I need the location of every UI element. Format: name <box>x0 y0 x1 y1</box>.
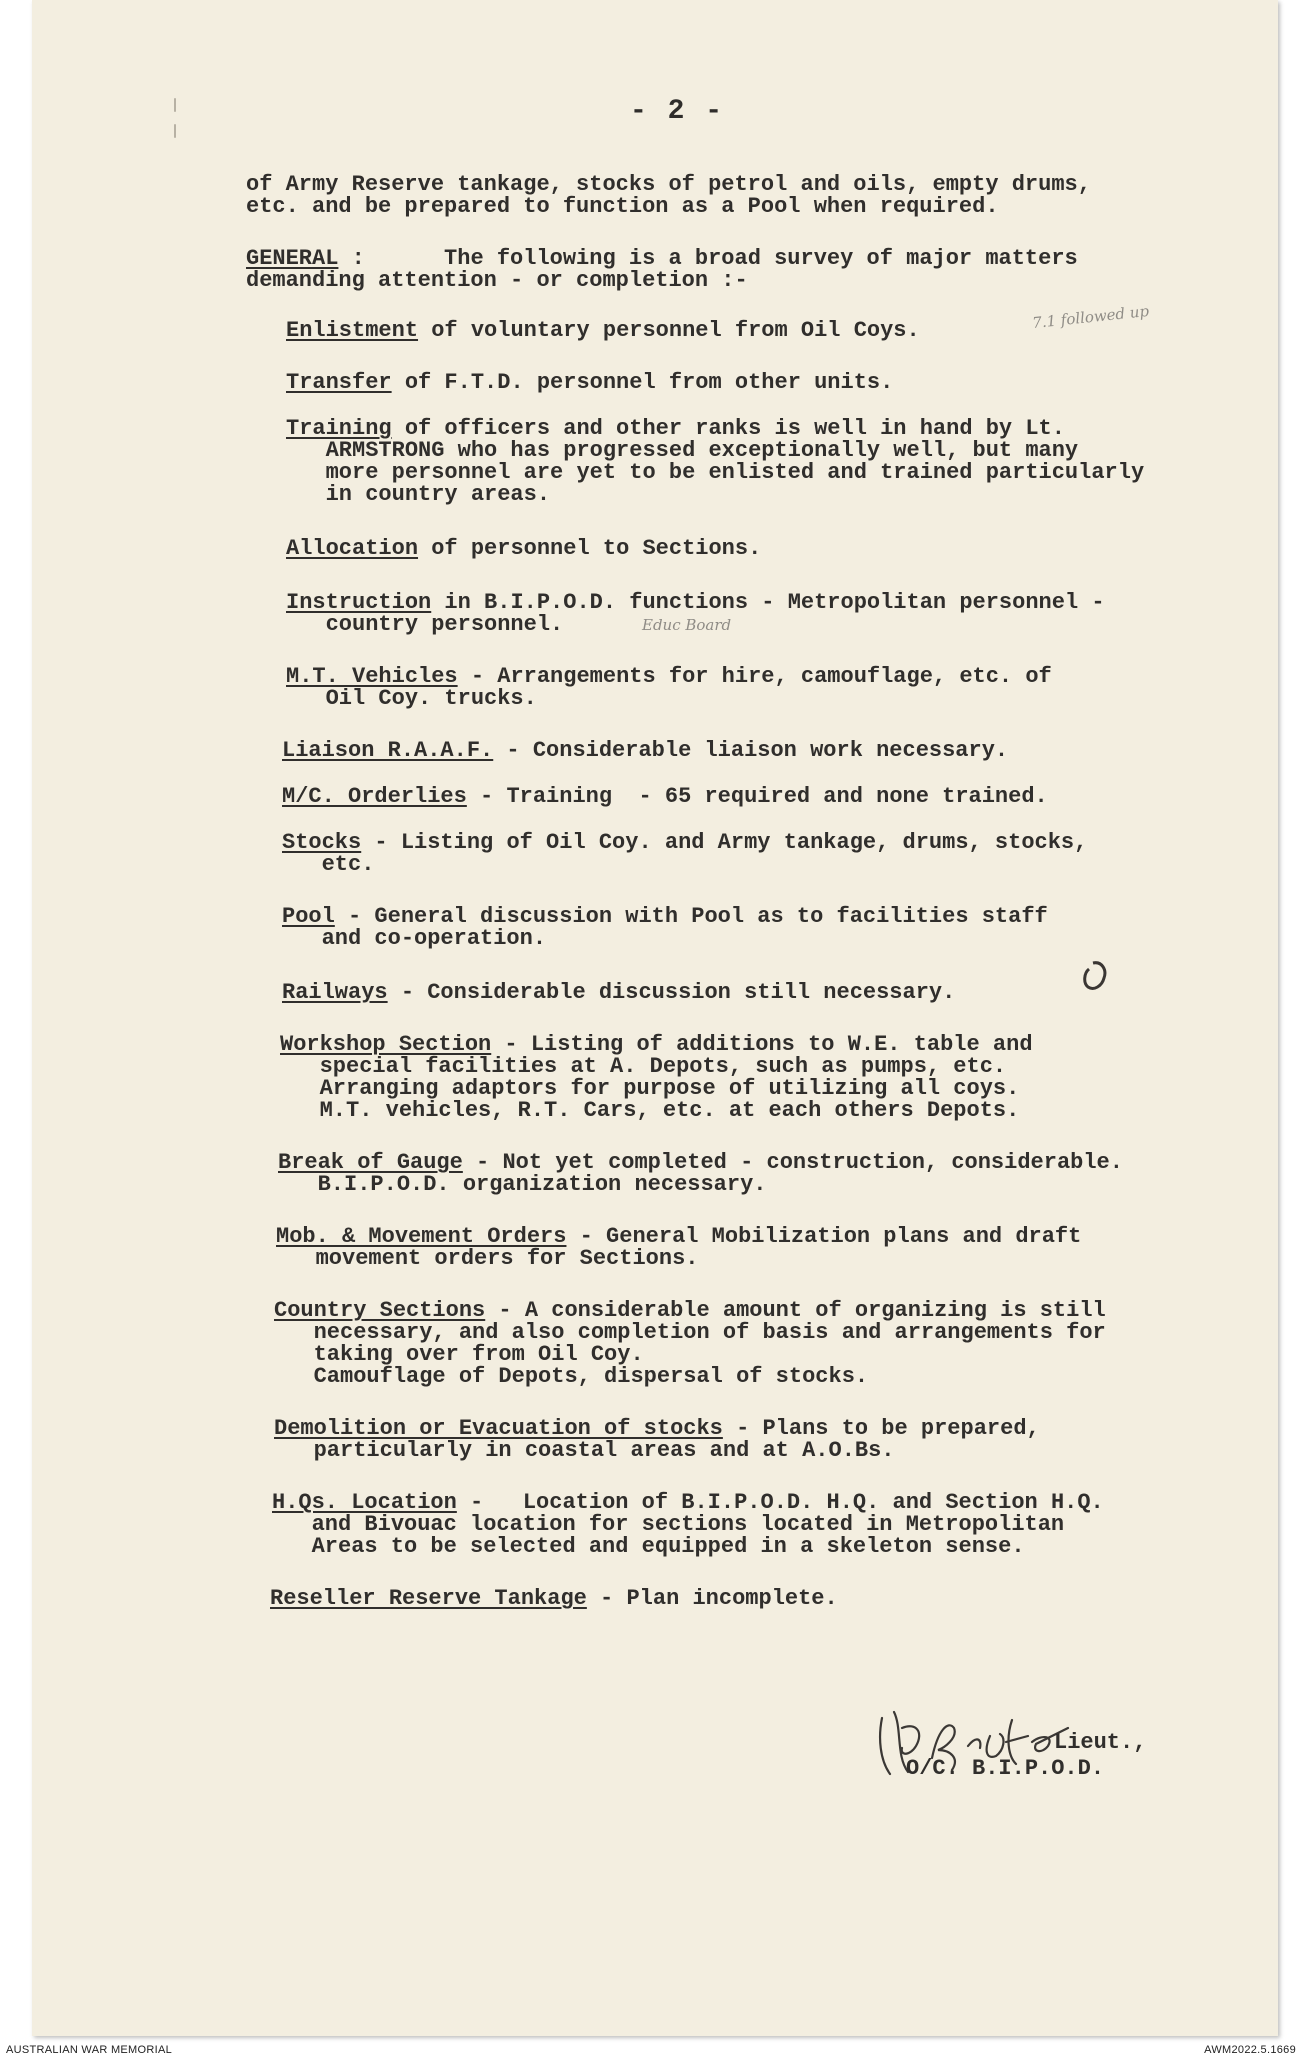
item-line <box>286 320 920 342</box>
item-line: in country areas. <box>286 482 551 507</box>
item-line <box>282 740 1008 762</box>
signature-title: O/C. B.I.P.O.D. <box>906 1756 1105 1781</box>
item-text: - Plans to be prepared, <box>722 1416 1040 1441</box>
item-line: taking over from Oil Coy. <box>274 1342 644 1367</box>
item-heading: M/C. Orderlies <box>282 784 467 809</box>
item-line <box>274 1300 1106 1322</box>
item-line: Areas to be selected and equipped in a skeleton sense. <box>272 1534 1025 1559</box>
item-line: and co-operation. <box>282 926 547 951</box>
item-text: - Considerable discussion still necessary. <box>387 980 956 1005</box>
item-heading: Reseller Reserve Tankage <box>270 1586 587 1611</box>
item-line <box>276 1226 1081 1248</box>
item-line <box>280 1034 1033 1056</box>
item-text: - Not yet completed - construction, considerable. <box>462 1150 1123 1175</box>
intro-line: etc. and be prepared to function as a Pool when required. <box>246 194 999 219</box>
item-line: Camouflage of Depots, dispersal of stocks. <box>274 1364 869 1389</box>
item-line: country personnel. <box>286 612 564 637</box>
item-line: B.I.P.O.D. organization necessary. <box>278 1172 767 1197</box>
general-line-1 <box>246 248 1078 270</box>
item-line: necessary, and also completion of basis and arrangements for <box>274 1320 1106 1345</box>
general-line-2: demanding attention - or completion :- <box>246 268 748 293</box>
item-text: - Plan incomplete. <box>586 1586 838 1611</box>
item-line <box>282 906 1048 928</box>
item-line <box>270 1588 838 1610</box>
item-line: special facilities at A. Depots, such as pumps, etc. <box>280 1054 1007 1079</box>
item-heading: H.Qs. Location <box>272 1490 457 1515</box>
item-line: Oil Coy. trucks. <box>286 686 537 711</box>
item-line: Arranging adaptors for purpose of utilizing all coys. <box>280 1076 1020 1101</box>
ink-blot <box>1080 960 1110 994</box>
item-line <box>282 786 1048 808</box>
item-line: and Bivouac location for sections located in Metropolitan <box>272 1512 1065 1537</box>
item-line: M.T. vehicles, R.T. Cars, etc. at each others Depots. <box>280 1098 1020 1123</box>
item-text: - Training - 65 required and none trained. <box>466 784 1048 809</box>
handwritten-note: 7.1 followed up <box>1031 301 1150 333</box>
item-text: - Location of B.I.P.O.D. H.Q. and Section H.Q. <box>456 1490 1104 1515</box>
item-line <box>274 1418 1040 1440</box>
item-text: - Listing of Oil Coy. and Army tankage, drums, stocks, <box>361 830 1088 855</box>
handwritten-note: Educ Board <box>642 616 732 634</box>
item-text: of personnel to Sections. <box>418 536 762 561</box>
item-line: more personnel are yet to be enlisted and trained particularly <box>286 460 1145 485</box>
item-heading: Country Sections <box>274 1298 486 1323</box>
item-line <box>272 1492 1104 1514</box>
item-heading: Break of Gauge <box>278 1150 463 1175</box>
page-number: - 2 - <box>630 96 725 127</box>
item-heading: M.T. Vehicles <box>286 664 458 689</box>
item-heading: Pool <box>282 904 335 929</box>
item-heading: Demolition or Evacuation of stocks <box>274 1416 723 1441</box>
item-line <box>286 538 761 560</box>
item-heading: Workshop Section <box>280 1032 492 1057</box>
item-text: - Arrangements for hire, camouflage, etc. of <box>457 664 1052 689</box>
item-text: of officers and other ranks is well in hand by Lt. <box>391 416 1065 441</box>
item-heading: Instruction <box>286 590 432 615</box>
pencil-mark <box>174 124 176 138</box>
item-heading: Railways <box>282 980 388 1005</box>
general-text: : The following is a broad survey of major matters <box>338 246 1078 271</box>
footer-right: AWM2022.5.1669 <box>1204 2044 1296 2056</box>
item-heading: Mob. & Movement Orders <box>276 1224 567 1249</box>
item-text: - Considerable liaison work necessary. <box>493 738 1009 763</box>
item-text: in B.I.P.O.D. functions - Metropolitan personnel - <box>431 590 1105 615</box>
item-heading: Allocation <box>286 536 419 561</box>
item-line <box>282 832 1087 854</box>
item-line: movement orders for Sections. <box>276 1246 699 1271</box>
item-line <box>286 418 1065 440</box>
item-heading: Training <box>286 416 392 441</box>
item-heading: Liaison R.A.A.F. <box>282 738 494 763</box>
item-line <box>282 982 955 1004</box>
item-line <box>278 1152 1123 1174</box>
item-text: of F.T.D. personnel from other units. <box>391 370 894 395</box>
signature-rank: Lieut., <box>1054 1730 1147 1755</box>
item-line: ARMSTRONG who has progressed exceptionally well, but many <box>286 438 1079 463</box>
intro-line: of Army Reserve tankage, stocks of petrol and oils, empty drums, <box>246 172 1091 197</box>
item-text: - General discussion with Pool as to facilities staff <box>334 904 1048 929</box>
footer-left: AUSTRALIAN WAR MEMORIAL <box>6 2044 173 2056</box>
item-line <box>286 372 893 394</box>
item-text: of voluntary personnel from Oil Coys. <box>418 318 920 343</box>
general-heading: GENERAL <box>246 246 339 271</box>
item-text: - A considerable amount of organizing is still <box>485 1298 1106 1323</box>
document-page <box>32 0 1278 2036</box>
pencil-mark <box>174 98 176 112</box>
item-text: - Listing of additions to W.E. table and <box>491 1032 1033 1057</box>
item-heading: Transfer <box>286 370 392 395</box>
item-line <box>286 666 1052 688</box>
item-line: particularly in coastal areas and at A.O.Bs. <box>274 1438 895 1463</box>
item-line: etc. <box>282 852 375 877</box>
item-heading: Stocks <box>282 830 362 855</box>
item-text: - General Mobilization plans and draft <box>566 1224 1082 1249</box>
item-line <box>286 592 1105 614</box>
item-heading: Enlistment <box>286 318 419 343</box>
